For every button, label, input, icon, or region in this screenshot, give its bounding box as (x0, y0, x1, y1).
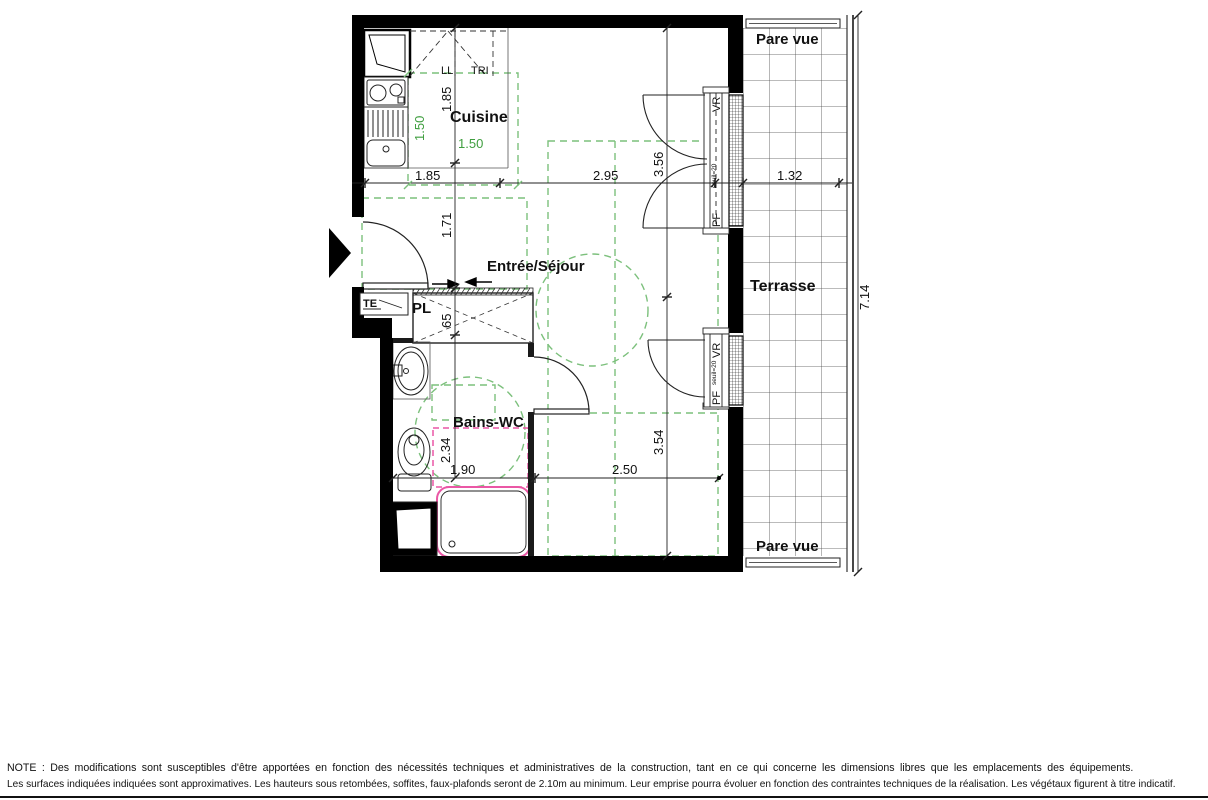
room-label-cuisine: Cuisine (450, 109, 508, 126)
bath-fixtures (390, 342, 530, 557)
wall-right-b (728, 228, 743, 333)
note-line-2: Les surfaces indiquées indiquées sont approximatives. Les hauteurs sous retombées, soffites, faux-plafonds seront de 2.10m au minimum. Leur emprise pourra évoluer en fonction des contraintes techniques de la réalisation. Les végétaux figurent à titre indicatif. (7, 779, 1176, 790)
bottom-rule (0, 796, 1208, 798)
room-label-terrasse: Terrasse (750, 278, 816, 295)
wall-jog (352, 318, 392, 338)
entry-door (363, 222, 428, 289)
dim-bains-depth: 2.34 (438, 437, 453, 463)
kitchen-fixtures (364, 28, 508, 168)
dim-sejour-top-depth: 3.56 (651, 151, 666, 177)
lower-window (648, 328, 743, 409)
room-label-entree-sejour: Entrée/Séjour (487, 258, 585, 275)
sliding-door (413, 288, 533, 295)
dim-sejour-width: 2.95 (593, 168, 619, 183)
upper-window-vr-label: VR (711, 96, 723, 112)
roller-shutter-lower (729, 336, 743, 405)
wall-top (352, 15, 743, 28)
duct-bottom (390, 502, 437, 556)
toilet (398, 428, 431, 491)
wall-right-a (728, 28, 743, 93)
label-pl: PL (412, 300, 432, 317)
pare-vue-top-label: Pare vue (756, 31, 819, 48)
dim-terrasse-length: 7.14 (857, 284, 872, 310)
pare-vue-screen-bottom (746, 558, 840, 567)
dim-kitchen-depth: 1.85 (439, 86, 454, 112)
appliance-slots (410, 31, 508, 76)
wall-left-upper (352, 28, 364, 217)
dim-sejour-bottom-depth: 3.54 (651, 429, 666, 455)
dim-placard-depth: 65 (439, 313, 454, 328)
dim-terrasse-width: 1.32 (777, 168, 803, 183)
dim-green-width: 1.50 (458, 136, 484, 151)
dim-entree-depth: 1.71 (439, 212, 454, 238)
entry-arrow (329, 228, 351, 278)
room-label-bains-wc: Bains-WC (453, 414, 524, 431)
label-ll: LL (441, 65, 454, 77)
upper-window-seuil-label: seuil=20 (711, 163, 718, 188)
shower-tray (437, 487, 530, 557)
label-tri: TRI (471, 65, 489, 77)
washbasin (393, 342, 430, 399)
roller-shutter-upper (729, 95, 743, 226)
lower-window-pf-label: PF (711, 390, 723, 405)
dim-bains-width: 1.90 (450, 462, 476, 477)
note-line-1: NOTE : Des modifications sont susceptibles d'être apportées en fonction des nécessités techniques et administratives de la construction, tant en ce qui concerne les dimensions libres que les emplacements des équipements. (7, 762, 1134, 774)
pare-vue-bottom-label: Pare vue (756, 538, 819, 555)
label-te: TE (363, 298, 378, 310)
dim-green-height: 1.50 (412, 115, 427, 141)
lower-window-seuil-label: seuil=20 (711, 360, 718, 385)
lower-window-vr-label: VR (711, 342, 723, 358)
entry-zone (362, 198, 527, 289)
dim-kitchen-width: 1.85 (415, 168, 441, 183)
upper-window-pf-label: PF (711, 212, 723, 227)
dim-sejour-bottom-width: 2.50 (612, 462, 638, 477)
wall-right-c (728, 407, 743, 556)
wall-left-lower (380, 338, 393, 556)
wall-bottom (380, 556, 743, 572)
sliding-door-arrows (432, 278, 492, 288)
duct-top (364, 30, 410, 77)
pare-vue-screen-top (746, 19, 840, 28)
